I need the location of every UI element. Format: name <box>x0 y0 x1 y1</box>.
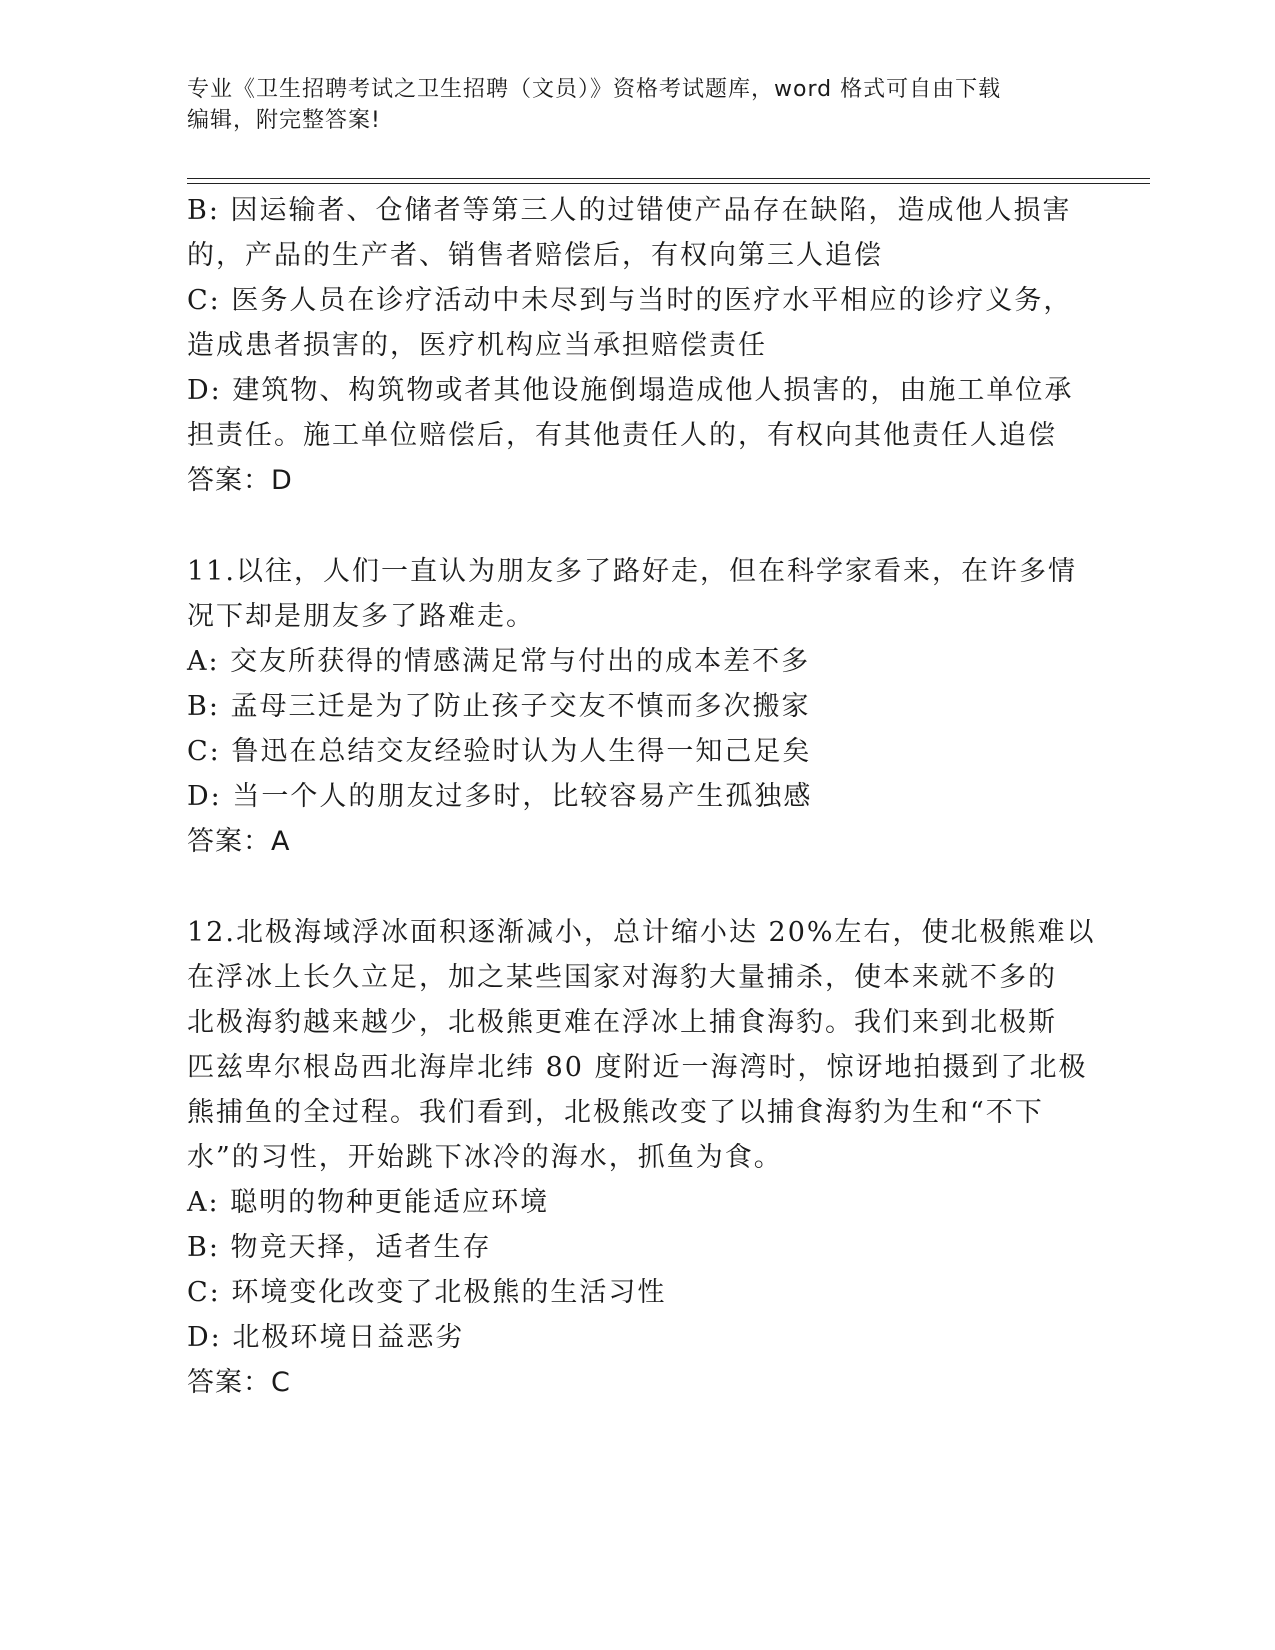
question-stem-line-2: 况下却是朋友多了路难走。 <box>187 601 535 632</box>
option-d-line-2: 担责任。施工单位赔偿后，有其他责任人的，有权向其他责任人追偿 <box>187 420 1057 451</box>
option-d: D: 当一个人的朋友过多时，比较容易产生孤独感 <box>187 781 813 812</box>
header-rule-bottom <box>187 183 1150 184</box>
option-a: A: 聪明的物种更能适应环境 <box>187 1187 550 1218</box>
option-c-line-2: 造成患者损害的，医疗机构应当承担赔偿责任 <box>187 330 767 361</box>
option-b: B: 物竞天择，适者生存 <box>187 1232 492 1263</box>
question-stem-line-6: 水”的习性，开始跳下冰冷的海水，抓鱼为食。 <box>187 1142 783 1173</box>
question-stem-line-4: 匹兹卑尔根岛西北海岸北纬 80 度附近一海湾时，惊讶地拍摄到了北极 <box>187 1052 1088 1083</box>
question-stem-line-3: 北极海豹越来越少，北极熊更难在浮冰上捕食海豹。我们来到北极斯 <box>187 1007 1057 1038</box>
question-stem-line-2: 在浮冰上长久立足，加之某些国家对海豹大量捕杀，使本来就不多的 <box>187 962 1057 993</box>
option-b-line-1: B: 因运输者、仓储者等第三人的过错使产品存在缺陷，造成他人损害 <box>187 195 1072 226</box>
question-10 <box>187 188 1074 503</box>
answer-label: 答案：A <box>187 826 291 857</box>
question-12 <box>187 910 1096 1405</box>
document-header <box>187 74 1087 136</box>
question-stem-line-5: 熊捕鱼的全过程。我们看到，北极熊改变了以捕食海豹为生和“不下 <box>187 1097 1044 1128</box>
spacer <box>187 503 1067 549</box>
header-line-2: 编辑，附完整答案! <box>187 108 381 133</box>
document-body <box>187 188 1096 1405</box>
option-a: A: 交友所获得的情感满足常与付出的成本差不多 <box>187 646 811 677</box>
option-d: D: 北极环境日益恶劣 <box>187 1322 465 1353</box>
answer-label: 答案：C <box>187 1367 291 1398</box>
question-stem-line-1: 12.北极海域浮冰面积逐渐减小，总计缩小达 20%左右，使北极熊难以 <box>187 917 1096 948</box>
option-c: C: 鲁迅在总结交友经验时认为人生得一知己足矣 <box>187 736 812 767</box>
header-rule-top <box>187 178 1150 179</box>
question-stem-line-1: 11.以往，人们一直认为朋友多了路好走，但在科学家看来，在许多情 <box>187 556 1077 587</box>
spacer <box>187 864 1067 910</box>
answer-label: 答案：D <box>187 465 293 496</box>
option-b: B: 孟母三迁是为了防止孩子交友不慎而多次搬家 <box>187 691 811 722</box>
option-d-line-1: D: 建筑物、构筑物或者其他设施倒塌造成他人损害的，由施工单位承 <box>187 375 1074 406</box>
header-line-1: 专业《卫生招聘考试之卫生招聘（文员）》资格考试题库，word 格式可自由下载 <box>187 77 1002 102</box>
option-c: C: 环境变化改变了北极熊的生活习性 <box>187 1277 667 1308</box>
option-c-line-1: C: 医务人员在诊疗活动中未尽到与当时的医疗水平相应的诊疗义务， <box>187 285 1073 316</box>
question-11 <box>187 549 1077 864</box>
option-b-line-2: 的，产品的生产者、销售者赔偿后，有权向第三人追偿 <box>187 240 883 271</box>
